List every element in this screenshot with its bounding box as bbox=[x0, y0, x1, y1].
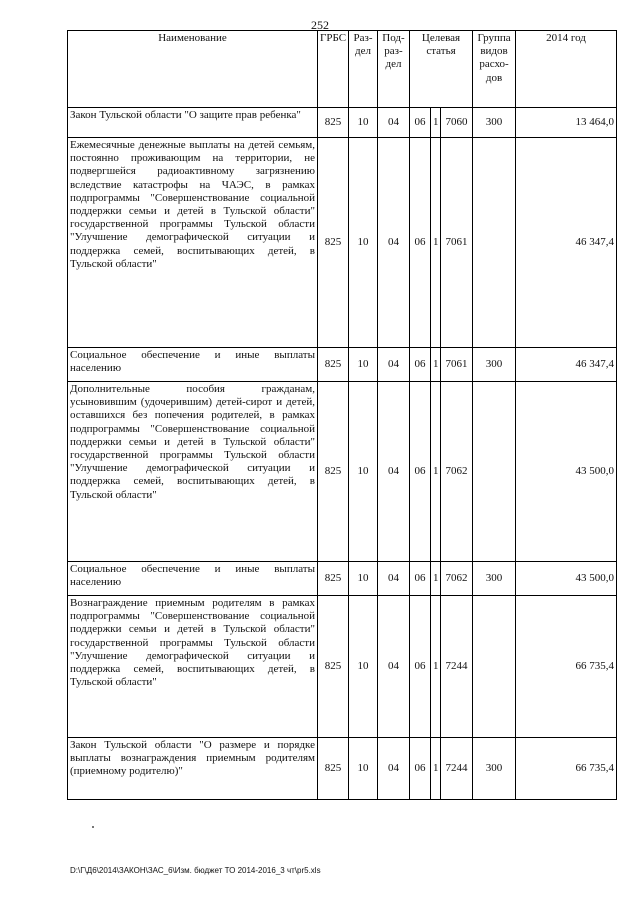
row-grbs: 825 bbox=[318, 138, 349, 348]
row-celevaya-part1: 06 bbox=[410, 108, 431, 138]
row-celevaya-part3: 7062 bbox=[441, 562, 473, 596]
row-name: Социальное обеспечение и иные выплаты населению bbox=[68, 348, 318, 382]
row-podrazdel: 04 bbox=[378, 348, 410, 382]
header-razdel: Раз- дел bbox=[349, 31, 378, 108]
row-podrazdel: 04 bbox=[378, 382, 410, 562]
table-row bbox=[68, 348, 617, 382]
row-gruppa-vidov bbox=[473, 138, 516, 348]
row-grbs: 825 bbox=[318, 348, 349, 382]
header-podrazdel: Под- раз- дел bbox=[378, 31, 410, 108]
row-razdel: 10 bbox=[349, 738, 378, 800]
row-sum-2014: 46 347,4 bbox=[516, 348, 617, 382]
row-razdel: 10 bbox=[349, 596, 378, 738]
row-sum-2014: 66 735,4 bbox=[516, 738, 617, 800]
row-podrazdel: 04 bbox=[378, 562, 410, 596]
row-celevaya-part2: 1 bbox=[431, 596, 441, 738]
row-celevaya-part2: 1 bbox=[431, 348, 441, 382]
row-podrazdel: 04 bbox=[378, 138, 410, 348]
table-row bbox=[68, 138, 617, 348]
row-name: Вознаграждение приемным родителям в рамках подпрограммы "Совершенствование социальной поддержки семьи и детей в Тульской области" государственной программы Тульской области "Улучшение демографической ситуации и поддержка семей, воспитывающих детей, в Тульской области" bbox=[68, 596, 318, 738]
row-celevaya-part3: 7244 bbox=[441, 738, 473, 800]
row-podrazdel: 04 bbox=[378, 738, 410, 800]
row-grbs: 825 bbox=[318, 108, 349, 138]
row-gruppa-vidov: 300 bbox=[473, 108, 516, 138]
row-razdel: 10 bbox=[349, 108, 378, 138]
row-grbs: 825 bbox=[318, 382, 349, 562]
row-sum-2014: 66 735,4 bbox=[516, 596, 617, 738]
row-celevaya-part1: 06 bbox=[410, 138, 431, 348]
file-path-footer: D:\Г\Д6\2014\ЗАКОН\ЗАС_6\Изм. бюджет ТО 2014-2016_3 чт\pr5.xls bbox=[70, 866, 321, 875]
row-sum-2014: 43 500,0 bbox=[516, 562, 617, 596]
scan-speck bbox=[92, 826, 94, 828]
row-podrazdel: 04 bbox=[378, 596, 410, 738]
row-celevaya-part1: 06 bbox=[410, 738, 431, 800]
row-podrazdel: 04 bbox=[378, 108, 410, 138]
row-name: Социальное обеспечение и иные выплаты населению bbox=[68, 562, 318, 596]
row-celevaya-part1: 06 bbox=[410, 596, 431, 738]
row-celevaya-part1: 06 bbox=[410, 382, 431, 562]
row-razdel: 10 bbox=[349, 562, 378, 596]
row-razdel: 10 bbox=[349, 348, 378, 382]
row-grbs: 825 bbox=[318, 596, 349, 738]
row-celevaya-part1: 06 bbox=[410, 348, 431, 382]
header-celevaya-statya: Целевая статья bbox=[410, 31, 473, 108]
row-celevaya-part2: 1 bbox=[431, 108, 441, 138]
table-row bbox=[68, 562, 617, 596]
row-name: Закон Тульской области "О размере и порядке выплаты вознаграждения приемным родителям (приемному родителю)" bbox=[68, 738, 318, 800]
row-celevaya-part2: 1 bbox=[431, 138, 441, 348]
header-sum-2014: 2014 год bbox=[516, 31, 617, 108]
row-gruppa-vidov: 300 bbox=[473, 738, 516, 800]
row-name: Дополнительные пособия гражданам, усыновившим (удочерившим) детей-сирот и детей, оставшихся без попечения родителей, в рамках подпрограммы "Совершенствование социальной поддержки семьи и детей в Тульской области" государственной программы Тульской области "Улучшение демографической ситуации и поддержка семей, воспитывающих детей, в Тульской области" bbox=[68, 382, 318, 562]
row-gruppa-vidov bbox=[473, 596, 516, 738]
row-name: Закон Тульской области "О защите прав ребенка" bbox=[68, 108, 318, 138]
row-grbs: 825 bbox=[318, 562, 349, 596]
row-celevaya-part2: 1 bbox=[431, 382, 441, 562]
header-gruppa-vidov: Группа видов расхо- дов bbox=[473, 31, 516, 108]
row-sum-2014: 43 500,0 bbox=[516, 382, 617, 562]
row-sum-2014: 46 347,4 bbox=[516, 138, 617, 348]
row-celevaya-part3: 7062 bbox=[441, 382, 473, 562]
row-celevaya-part2: 1 bbox=[431, 738, 441, 800]
row-celevaya-part3: 7244 bbox=[441, 596, 473, 738]
table-row bbox=[68, 738, 617, 800]
row-sum-2014: 13 464,0 bbox=[516, 108, 617, 138]
row-celevaya-part3: 7061 bbox=[441, 138, 473, 348]
row-razdel: 10 bbox=[349, 138, 378, 348]
header-grbs: ГРБС bbox=[318, 31, 349, 108]
budget-table bbox=[67, 30, 617, 800]
row-celevaya-part3: 7060 bbox=[441, 108, 473, 138]
row-name: Ежемесячные денежные выплаты на детей семьям, постоянно проживающим на территории, не подвергшейся радиоактивному загрязнению вследствие катастрофы на ЧАЭС, в рамках подпрограммы "Совершенствование социальной поддержки семьи и детей в Тульской области" государственной программы Тульской области "Улучшение демографической ситуации и поддержка семей, воспитывающих детей, в Тульской области" bbox=[68, 138, 318, 348]
table-row bbox=[68, 382, 617, 562]
row-celevaya-part1: 06 bbox=[410, 562, 431, 596]
row-gruppa-vidov: 300 bbox=[473, 348, 516, 382]
row-celevaya-part2: 1 bbox=[431, 562, 441, 596]
row-gruppa-vidov: 300 bbox=[473, 562, 516, 596]
page-number: 252 bbox=[311, 18, 329, 32]
table-row bbox=[68, 596, 617, 738]
row-grbs: 825 bbox=[318, 738, 349, 800]
table-row bbox=[68, 108, 617, 138]
row-celevaya-part3: 7061 bbox=[441, 348, 473, 382]
row-gruppa-vidov bbox=[473, 382, 516, 562]
header-name: Наименование bbox=[68, 31, 318, 108]
row-razdel: 10 bbox=[349, 382, 378, 562]
table-header-row bbox=[68, 31, 617, 108]
